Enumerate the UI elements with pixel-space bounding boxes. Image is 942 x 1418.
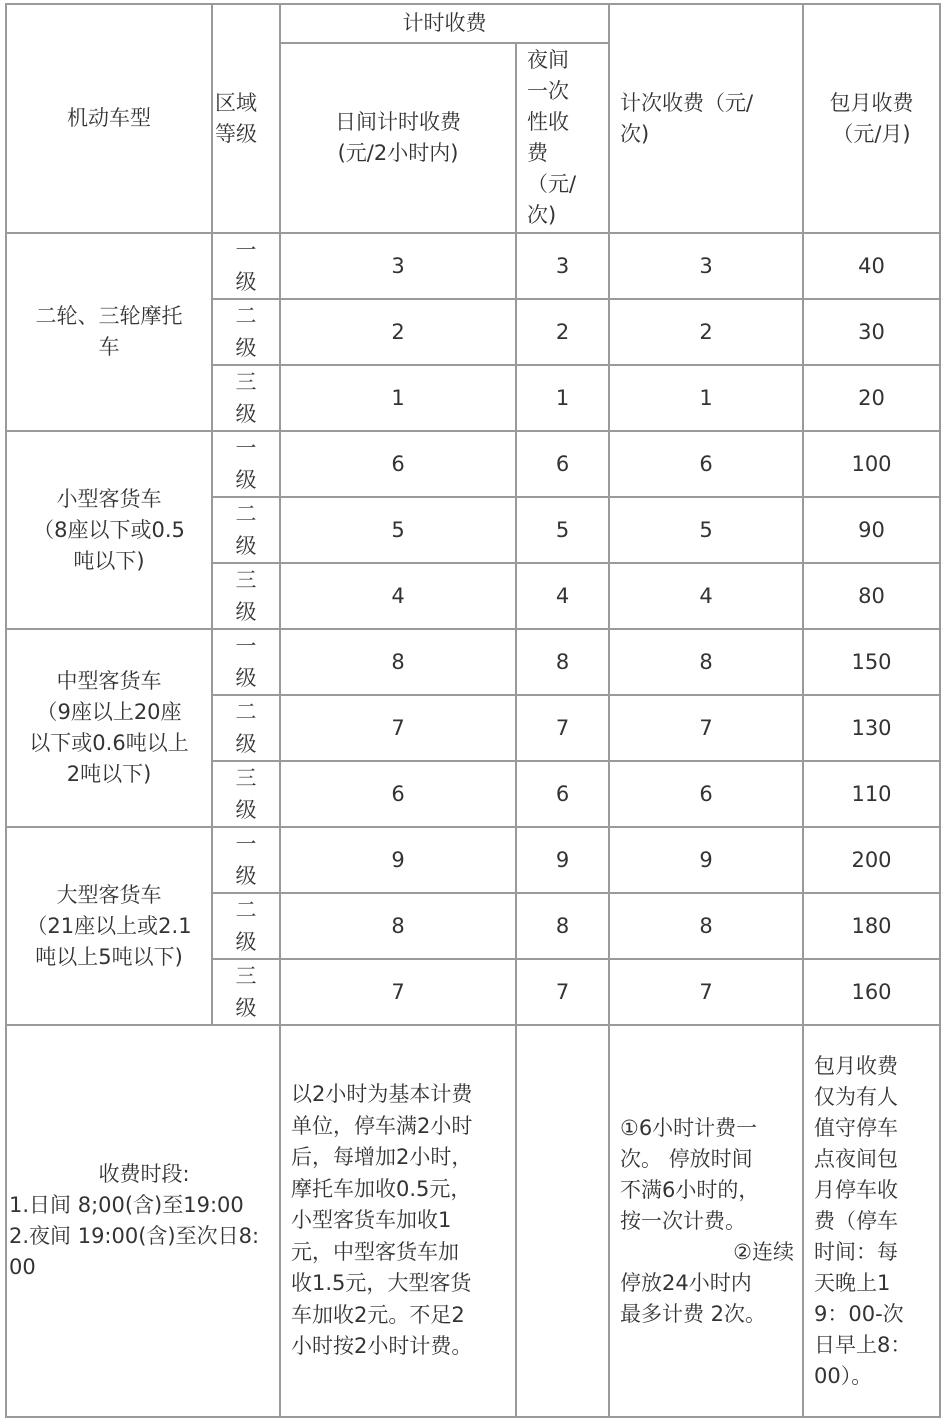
charge-period-title: 收费时段:	[98, 1162, 190, 1186]
header-per-visit: 计次收费（元/ 次)	[609, 4, 803, 233]
zone-level-cell: 二 级	[212, 299, 280, 365]
monthly-fee-cell: 20	[803, 365, 940, 431]
day-fee-cell: 3	[280, 233, 516, 299]
visit-fee-cell: 5	[609, 497, 803, 563]
day-fee-cell: 6	[280, 761, 516, 827]
zone-level-cell: 一 级	[212, 629, 280, 695]
header-timed-fee: 计时收费	[280, 4, 609, 43]
visit-fee-cell: 1	[609, 365, 803, 431]
zone-level-cell: 二 级	[212, 893, 280, 959]
day-fee-cell: 2	[280, 299, 516, 365]
day-fee-cell: 5	[280, 497, 516, 563]
visit-rule-cell	[609, 1025, 803, 1417]
night-fee-cell: 6	[516, 431, 609, 497]
visit-rule-part-3: 停放24小时内 最多计费 2次。	[620, 1270, 767, 1326]
vehicle-type-cell: 二轮、三轮摩托 车	[6, 233, 212, 431]
day-rule-cell: 以2小时为基本计费 单位，停车满2小时 后，每增加2小时， 摩托车加收0.5元， 小型客货车加收1 元，中型客货车加 收1.5元，大型客货 车加收2元。不足2 小时按2小时计费。	[280, 1025, 516, 1417]
night-fee-cell: 1	[516, 365, 609, 431]
vehicle-type-cell: 大型客货车 （21座以上或2.1 吨以上5吨以下)	[6, 827, 212, 1025]
monthly-fee-cell: 40	[803, 233, 940, 299]
visit-fee-cell: 7	[609, 695, 803, 761]
night-fee-cell: 4	[516, 563, 609, 629]
day-fee-cell: 6	[280, 431, 516, 497]
monthly-fee-cell: 100	[803, 431, 940, 497]
header-zone-level: 区域 等级	[212, 4, 280, 233]
night-fee-cell: 7	[516, 695, 609, 761]
visit-fee-cell: 2	[609, 299, 803, 365]
monthly-rule-cell: 包月收费 仅为有人 值守停车 点夜间包 月停车收 费（停车 时间：每 天晚上1 9：00-次 日早上8： 00）。	[803, 1025, 940, 1417]
night-fee-cell: 8	[516, 629, 609, 695]
zone-level-cell: 一 级	[212, 827, 280, 893]
zone-level-cell: 三 级	[212, 959, 280, 1025]
monthly-fee-cell: 200	[803, 827, 940, 893]
zone-level-cell: 三 级	[212, 365, 280, 431]
visit-fee-cell: 3	[609, 233, 803, 299]
night-fee-cell: 6	[516, 761, 609, 827]
night-fee-cell: 8	[516, 893, 609, 959]
parking-fee-table	[5, 3, 941, 1418]
night-fee-cell: 5	[516, 497, 609, 563]
header-day-timed: 日间计时收费 (元/2小时内)	[280, 43, 516, 233]
vehicle-type-cell: 小型客货车 （8座以下或0.5 吨以下)	[6, 431, 212, 629]
day-fee-cell: 7	[280, 695, 516, 761]
visit-fee-cell: 8	[609, 893, 803, 959]
zone-level-cell: 一 级	[212, 431, 280, 497]
notes-row	[6, 1025, 940, 1417]
zone-level-cell: 二 级	[212, 695, 280, 761]
monthly-fee-cell: 180	[803, 893, 940, 959]
visit-rule-part-1: ①6小时计费一 次。 停放时间 不满6小时的， 按一次计费。	[620, 1115, 760, 1233]
vehicle-type-cell: 中型客货车 （9座以上20座 以下或0.6吨以上 2吨以下)	[6, 629, 212, 827]
monthly-fee-cell: 130	[803, 695, 940, 761]
zone-level-cell: 三 级	[212, 563, 280, 629]
monthly-fee-cell: 80	[803, 563, 940, 629]
day-fee-cell: 8	[280, 893, 516, 959]
visit-rule-part-2: ②连续	[733, 1239, 794, 1264]
charge-period-cell	[6, 1025, 280, 1417]
day-fee-cell: 7	[280, 959, 516, 1025]
monthly-fee-cell: 90	[803, 497, 940, 563]
zone-level-cell: 一 级	[212, 233, 280, 299]
charge-period-lines: 1.日间 8;00(含)至19:00 2.夜间 19:00(含)至次日8: 00	[9, 1193, 260, 1279]
table-row	[6, 629, 940, 695]
monthly-fee-cell: 110	[803, 761, 940, 827]
visit-fee-cell: 9	[609, 827, 803, 893]
table-row	[6, 827, 940, 893]
night-fee-cell: 7	[516, 959, 609, 1025]
header-vehicle-type: 机动车型	[6, 4, 212, 233]
visit-fee-cell: 6	[609, 761, 803, 827]
monthly-fee-cell: 30	[803, 299, 940, 365]
visit-fee-cell: 7	[609, 959, 803, 1025]
header-row-top	[6, 4, 940, 43]
table-row	[6, 431, 940, 497]
header-monthly: 包月收费 （元/月)	[803, 4, 940, 233]
visit-fee-cell: 8	[609, 629, 803, 695]
monthly-fee-cell: 150	[803, 629, 940, 695]
monthly-fee-cell: 160	[803, 959, 940, 1025]
table-row	[6, 233, 940, 299]
zone-level-cell: 三 级	[212, 761, 280, 827]
header-night-once: 夜间 一次 性收 费 （元/ 次)	[516, 43, 609, 233]
day-fee-cell: 1	[280, 365, 516, 431]
visit-fee-cell: 6	[609, 431, 803, 497]
night-rule-cell	[516, 1025, 609, 1417]
night-fee-cell: 2	[516, 299, 609, 365]
zone-level-cell: 二 级	[212, 497, 280, 563]
day-fee-cell: 8	[280, 629, 516, 695]
day-fee-cell: 4	[280, 563, 516, 629]
day-fee-cell: 9	[280, 827, 516, 893]
night-fee-cell: 3	[516, 233, 609, 299]
night-fee-cell: 9	[516, 827, 609, 893]
visit-fee-cell: 4	[609, 563, 803, 629]
